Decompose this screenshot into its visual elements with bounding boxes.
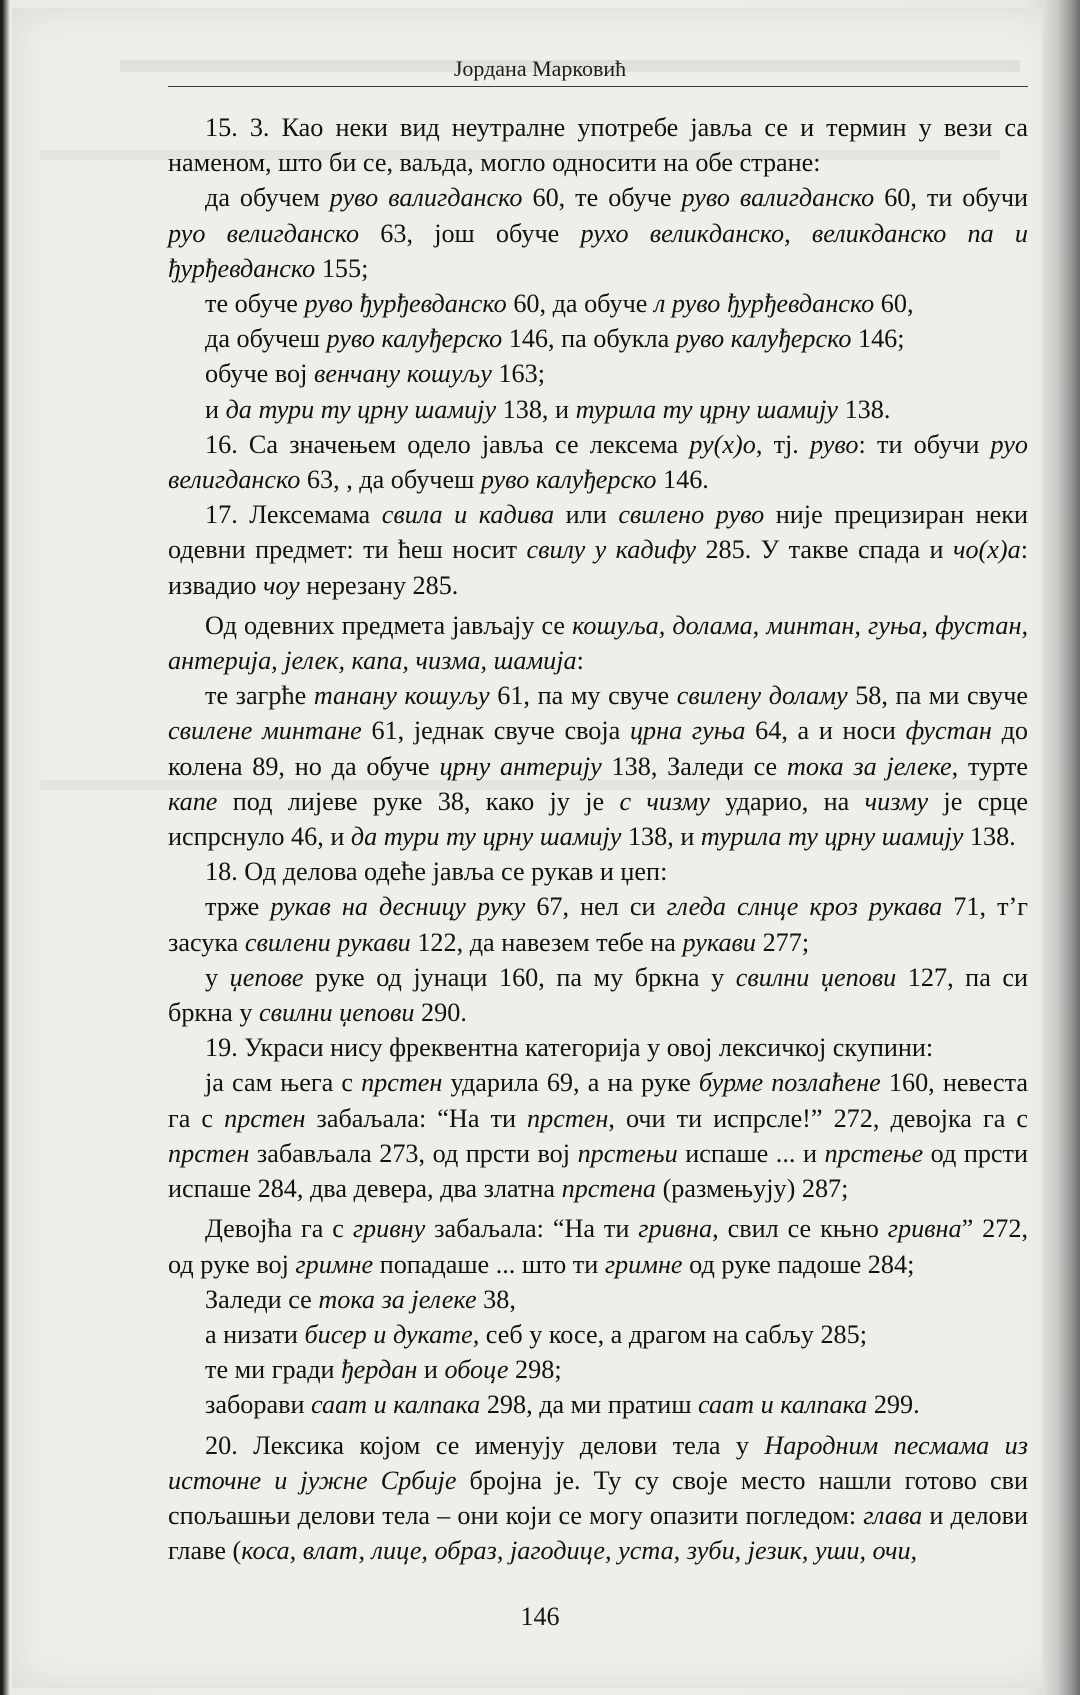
text-run: 64, а и носи bbox=[745, 716, 906, 746]
paragraph-p19c bbox=[168, 1282, 1028, 1317]
italic-term: танану кошуљу bbox=[313, 681, 490, 711]
text-run: , свил се књно bbox=[712, 1214, 888, 1244]
italic-term: фустан bbox=[905, 716, 992, 746]
italic-term: л руво ђурђевданско bbox=[653, 289, 875, 319]
text-run: (размењују) 287; bbox=[656, 1174, 849, 1204]
italic-term: џепове bbox=[229, 962, 304, 992]
text-run: 60, bbox=[874, 289, 914, 319]
paragraph-p16 bbox=[168, 427, 1028, 497]
paragraph-p15e bbox=[168, 392, 1028, 427]
paragraph-p17 bbox=[168, 497, 1028, 603]
text-run: себ у косе, а драгом на сабљу 285; bbox=[479, 1319, 867, 1349]
text-run: 146; bbox=[851, 324, 905, 354]
paragraph-p18b bbox=[168, 960, 1028, 1030]
italic-term: глава bbox=[863, 1500, 923, 1530]
text-run: Заледи се bbox=[205, 1284, 319, 1314]
italic-term: руво ђурђевданско bbox=[304, 289, 507, 319]
text-run: забаљала: “На ти bbox=[305, 1103, 528, 1133]
header-rule bbox=[168, 86, 1028, 87]
italic-term: руо велигданско bbox=[168, 218, 360, 248]
italic-term: бурме позлаћене bbox=[698, 1068, 881, 1098]
text-run: 67, нел си bbox=[525, 892, 667, 922]
italic-term: свилено руво bbox=[618, 500, 765, 530]
text-run: 146. bbox=[656, 465, 709, 495]
italic-term: прстен bbox=[168, 1138, 250, 1168]
italic-term: рухо великданско, великданско па и ђурђевданско bbox=[168, 218, 1028, 283]
text-run: 138. bbox=[838, 394, 891, 424]
text-run: 138, Заледи се bbox=[601, 751, 787, 781]
text-run: да обучем bbox=[205, 183, 330, 213]
text-run: : bbox=[576, 646, 584, 676]
italic-term: свилени рукави bbox=[244, 927, 411, 957]
italic-term: капе bbox=[168, 786, 218, 816]
italic-term: свилни џепови bbox=[735, 962, 897, 992]
text-run: до колена 89, но да обуче bbox=[168, 716, 1028, 781]
italic-term: чо(х)а bbox=[952, 535, 1021, 565]
text-run: 61, па му свуче bbox=[489, 681, 677, 711]
text-run: руке од јунаци 160, па му бркна у bbox=[303, 962, 736, 992]
text-run: 60, ти обучи bbox=[874, 183, 1028, 213]
text-run: 122, да навезем тебе на bbox=[410, 927, 683, 957]
text-run: те ми гради bbox=[205, 1355, 342, 1385]
text-run: : ти обучи bbox=[858, 429, 991, 459]
italic-term: прстен bbox=[224, 1103, 306, 1133]
paragraph-p18 bbox=[168, 854, 1028, 889]
text-run: 138, и bbox=[621, 822, 701, 852]
italic-term: руво калуђерско bbox=[675, 324, 852, 354]
italic-term: Народним песмама из источне и јужне Србије bbox=[168, 1430, 1028, 1495]
italic-term: турила ту црну шамију bbox=[575, 394, 839, 424]
italic-term: свилу у кадифу bbox=[526, 535, 697, 565]
text-run: ударила 69, а на руке bbox=[442, 1068, 699, 1098]
paragraph-p18a bbox=[168, 889, 1028, 959]
text-run: 160, невеста га с bbox=[168, 1068, 1028, 1133]
italic-term: обоце bbox=[444, 1355, 509, 1385]
paragraph-p19b bbox=[168, 1211, 1028, 1281]
text-run: испаше ... и bbox=[677, 1138, 825, 1168]
italic-term: руво валигданско bbox=[329, 183, 523, 213]
italic-term: рукави bbox=[682, 927, 757, 957]
italic-term: свила и кадива bbox=[381, 500, 555, 530]
italic-term: прстење bbox=[824, 1138, 924, 1168]
text-run: 38, bbox=[476, 1284, 516, 1314]
italic-term: гримне bbox=[295, 1249, 374, 1279]
text-run: од прсти испаше 284, два девера, два златна bbox=[168, 1138, 1029, 1204]
paragraph-p15a bbox=[168, 180, 1028, 286]
italic-term: прстен bbox=[361, 1068, 443, 1098]
text-run: , очи ти испрсле!” 272, девојка га с bbox=[608, 1103, 1028, 1133]
text-run: 146, па обукла bbox=[502, 324, 676, 354]
italic-term: тока за јелеке bbox=[318, 1284, 477, 1314]
text-run: 298; bbox=[508, 1355, 562, 1385]
text-run: нерезану 285. bbox=[299, 570, 459, 600]
text-run: 63, , да обучеш bbox=[300, 465, 481, 495]
text-run: 17. Лексемама bbox=[205, 500, 382, 530]
text-run: 285. У такве спада и bbox=[696, 535, 953, 565]
paragraph-p15d bbox=[168, 356, 1028, 391]
text-run: 298, да ми пратиш bbox=[480, 1390, 699, 1420]
italic-term: саат и калпака bbox=[698, 1390, 868, 1420]
text-run: 60, те обуче bbox=[522, 183, 682, 213]
paragraph-p17b bbox=[168, 678, 1028, 854]
text-run: 15. 3. Као неки вид неутралне употребе јавља се и термин у вези са наменом, што би се, ваљда, могло односити на обе стране: bbox=[168, 113, 1028, 178]
text-run: 138. bbox=[963, 822, 1016, 852]
text-run: 290. bbox=[414, 998, 467, 1028]
italic-term: венчану кошуљу bbox=[313, 359, 492, 389]
italic-term: прстењи bbox=[577, 1138, 678, 1168]
italic-term: да тури ту црну шамију bbox=[225, 394, 497, 424]
text-run: и делови главе ( bbox=[168, 1500, 1028, 1566]
italic-term: турила ту црну шамију bbox=[700, 822, 964, 852]
text-run: 58, па ми свуче bbox=[847, 681, 1028, 711]
italic-term: свилене минтане bbox=[168, 716, 362, 746]
text-run: : извадио bbox=[168, 535, 1028, 600]
italic-term: руво калуђерско bbox=[326, 324, 503, 354]
italic-term: руво калуђерско bbox=[480, 465, 657, 495]
italic-term: прстен bbox=[527, 1103, 609, 1133]
text-run: забаљала: “На ти bbox=[425, 1214, 639, 1244]
paragraph-p19 bbox=[168, 1030, 1028, 1065]
italic-term: чизму bbox=[864, 786, 929, 816]
text-run: 138, и bbox=[496, 394, 576, 424]
page-number: 146 bbox=[520, 1602, 560, 1631]
italic-term: бисер и дукате, bbox=[304, 1319, 480, 1349]
text-run: те обуче bbox=[205, 289, 305, 319]
italic-term: руо велигданско bbox=[168, 429, 1028, 495]
text-run: , тј. bbox=[755, 429, 811, 459]
text-run: 60, да обуче bbox=[506, 289, 654, 319]
text-run: , турте bbox=[951, 751, 1029, 781]
text-run: заборави bbox=[205, 1390, 312, 1420]
text-run: под лијеве руке 38, како ју је bbox=[217, 786, 620, 816]
text-run: ” 272, од руке вој bbox=[168, 1214, 1028, 1279]
italic-term: гримне bbox=[604, 1249, 683, 1279]
text-run: те загрће bbox=[205, 681, 314, 711]
paragraph-p19a bbox=[168, 1065, 1028, 1206]
paragraph-p19d bbox=[168, 1317, 1028, 1352]
text-run: 299. bbox=[867, 1390, 920, 1420]
italic-term: да тури ту црну шамију bbox=[350, 822, 622, 852]
running-header-author: Јордана Марковић bbox=[453, 56, 627, 81]
text-run: ја сам њега с bbox=[205, 1068, 362, 1098]
italic-term: свилни џепови bbox=[258, 998, 415, 1028]
page-edge-shadow bbox=[1042, 0, 1080, 1695]
text-run: 127, па си бркна у bbox=[168, 962, 1028, 1028]
text-run: или bbox=[554, 500, 619, 530]
text-run: није прецизиран неки одевни предмет: ти ћеш носит bbox=[168, 500, 1029, 565]
italic-term: гривна bbox=[638, 1214, 713, 1244]
text-run: да обучеш bbox=[205, 324, 327, 354]
italic-term: чоу bbox=[262, 570, 300, 600]
italic-term: свилену доламу bbox=[676, 681, 848, 711]
text-run: 20. Лексика којом се именују делови тела у bbox=[205, 1430, 765, 1460]
text-run: забављала 273, од прсти вој bbox=[249, 1138, 578, 1168]
text-run: 61, једнак свуче своја bbox=[361, 716, 630, 746]
italic-term: црна гуња bbox=[629, 716, 746, 746]
paragraph-p15b bbox=[168, 286, 1028, 321]
paragraph-p17a bbox=[168, 608, 1028, 678]
text-run: у bbox=[205, 962, 230, 992]
text-run: и bbox=[205, 394, 226, 424]
text-run: Девојћа га с bbox=[205, 1214, 353, 1244]
italic-term: гривну bbox=[352, 1214, 426, 1244]
text-run: 71, т’г засука bbox=[168, 892, 1029, 957]
italic-term: гледа слнце кроз рукава bbox=[666, 892, 943, 922]
text-run: 63, још обуче bbox=[359, 218, 581, 248]
text-run: 19. Украси нису фреквентна категорија у овој лексичкој скупини: bbox=[205, 1033, 934, 1063]
italic-term: гривна bbox=[887, 1214, 962, 1244]
paragraph-p19e bbox=[168, 1352, 1028, 1387]
italic-term: тока за јелеке bbox=[786, 751, 952, 781]
text-run: 163; bbox=[491, 359, 545, 389]
paragraph-p15c bbox=[168, 321, 1028, 356]
italic-term: коса, влат, лице, образ, јагодице, уста, зуби, језик, уши, очи, bbox=[241, 1536, 918, 1566]
italic-term: кошуља, долама, минтан, гуња, фустан, антерија, јелек, капа, чизма, шамија bbox=[168, 610, 1028, 676]
italic-term: ру(х)о bbox=[689, 429, 756, 459]
text-run: Од одевних предмета јављају се bbox=[205, 610, 573, 640]
text-run: и bbox=[417, 1355, 445, 1385]
italic-term: саат и калпака bbox=[311, 1390, 481, 1420]
text-run: од руке падоше 284; bbox=[682, 1249, 915, 1279]
italic-term: с чизму bbox=[619, 786, 710, 816]
italic-term: ђердан bbox=[341, 1355, 418, 1385]
text-run: 277; bbox=[756, 927, 810, 957]
text-run: 16. Са значењем одело јавља се лексема bbox=[205, 429, 690, 459]
paragraph-p19f bbox=[168, 1387, 1028, 1422]
text-run: је срце испрснуло 46, и bbox=[168, 786, 1028, 852]
text-run: трже bbox=[205, 892, 271, 922]
paragraph-p20 bbox=[168, 1428, 1028, 1569]
text-run: 155; bbox=[315, 253, 369, 283]
paragraph-p15 bbox=[168, 110, 1028, 180]
text-run: обуче вој bbox=[205, 359, 314, 389]
text-run: 18. Од делова одеће јавља се рукав и џеп: bbox=[205, 857, 668, 887]
body-text bbox=[168, 110, 1028, 1568]
italic-term: црну антерију bbox=[439, 751, 602, 781]
text-run: ударио, на bbox=[709, 786, 865, 816]
text-run: попадаше ... што ти bbox=[373, 1249, 605, 1279]
text-run: а низати bbox=[205, 1319, 305, 1349]
italic-term: руво bbox=[810, 429, 859, 459]
text-run: бројна је. Ту су своје место нашли готово сви спољашњи делови тела – они који се могу опазити погледом: bbox=[168, 1465, 1028, 1530]
italic-term: рукав на десницу руку bbox=[270, 892, 526, 922]
italic-term: прстена bbox=[561, 1174, 657, 1204]
italic-term: руво валигданско bbox=[681, 183, 875, 213]
